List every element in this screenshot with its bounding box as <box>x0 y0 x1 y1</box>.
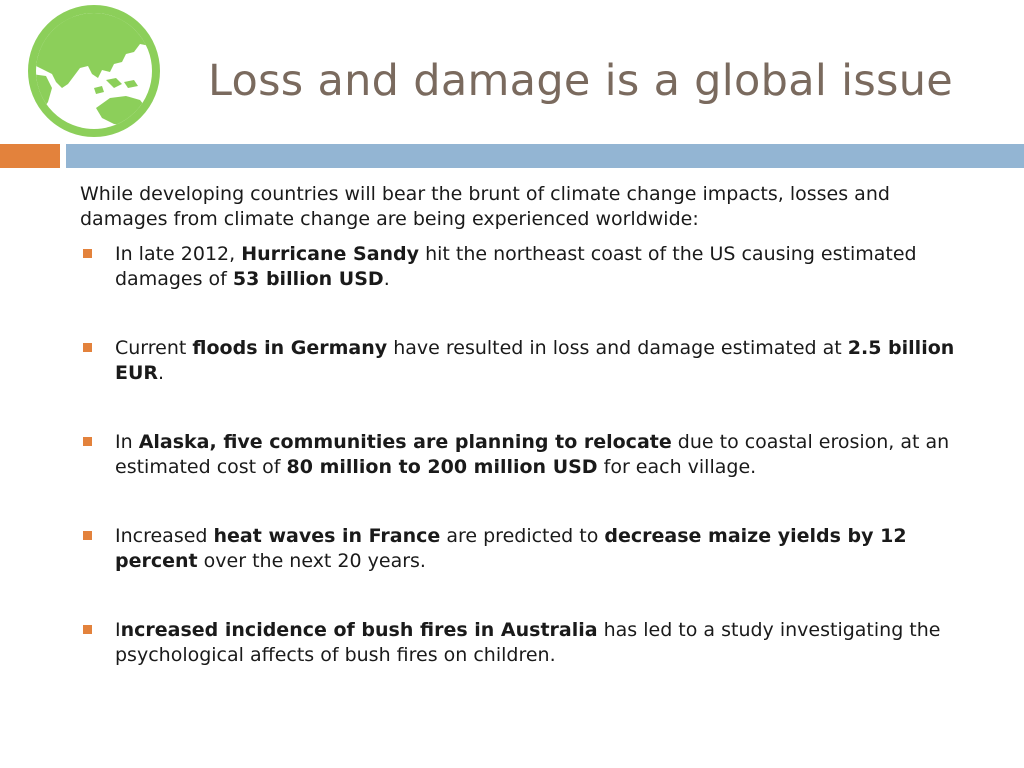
square-bullet-icon <box>83 437 92 446</box>
bullet-item <box>80 430 980 480</box>
bullet-item <box>80 524 980 574</box>
bullet-text: Increased incidence of bush fires in Australia has led to a study investigating the psychological affects of bush fires on children. <box>115 619 941 666</box>
bullet-item <box>80 618 980 668</box>
intro-text: While developing countries will bear the brunt of climate change impacts, losses and damages from climate change are being experienced worldwide: <box>80 183 890 230</box>
square-bullet-icon <box>83 343 92 352</box>
bullet-list <box>80 242 980 668</box>
slide-body <box>80 182 980 668</box>
bullet-text: In Alaska, five communities are planning to relocate due to coastal erosion, at an estimated cost of 80 million to 200 million USD for each village. <box>115 431 950 478</box>
bullet-item <box>80 242 980 292</box>
square-bullet-icon <box>83 531 92 540</box>
bullet-text: Current floods in Germany have resulted in loss and damage estimated at 2.5 billion EUR. <box>115 337 955 384</box>
accent-bar-orange <box>0 144 60 168</box>
bullet-text: In late 2012, Hurricane Sandy hit the northeast coast of the US causing estimated damages of 53 billion USD. <box>115 243 917 290</box>
bullet-text: Increased heat waves in France are predicted to decrease maize yields by 12 percent over the next 20 years. <box>115 525 907 572</box>
square-bullet-icon <box>83 625 92 634</box>
accent-bar-blue <box>66 144 1024 168</box>
globe-icon <box>22 4 166 138</box>
slide-title: Loss and damage is a global issue <box>208 56 954 106</box>
square-bullet-icon <box>83 249 92 258</box>
bullet-item <box>80 336 980 386</box>
